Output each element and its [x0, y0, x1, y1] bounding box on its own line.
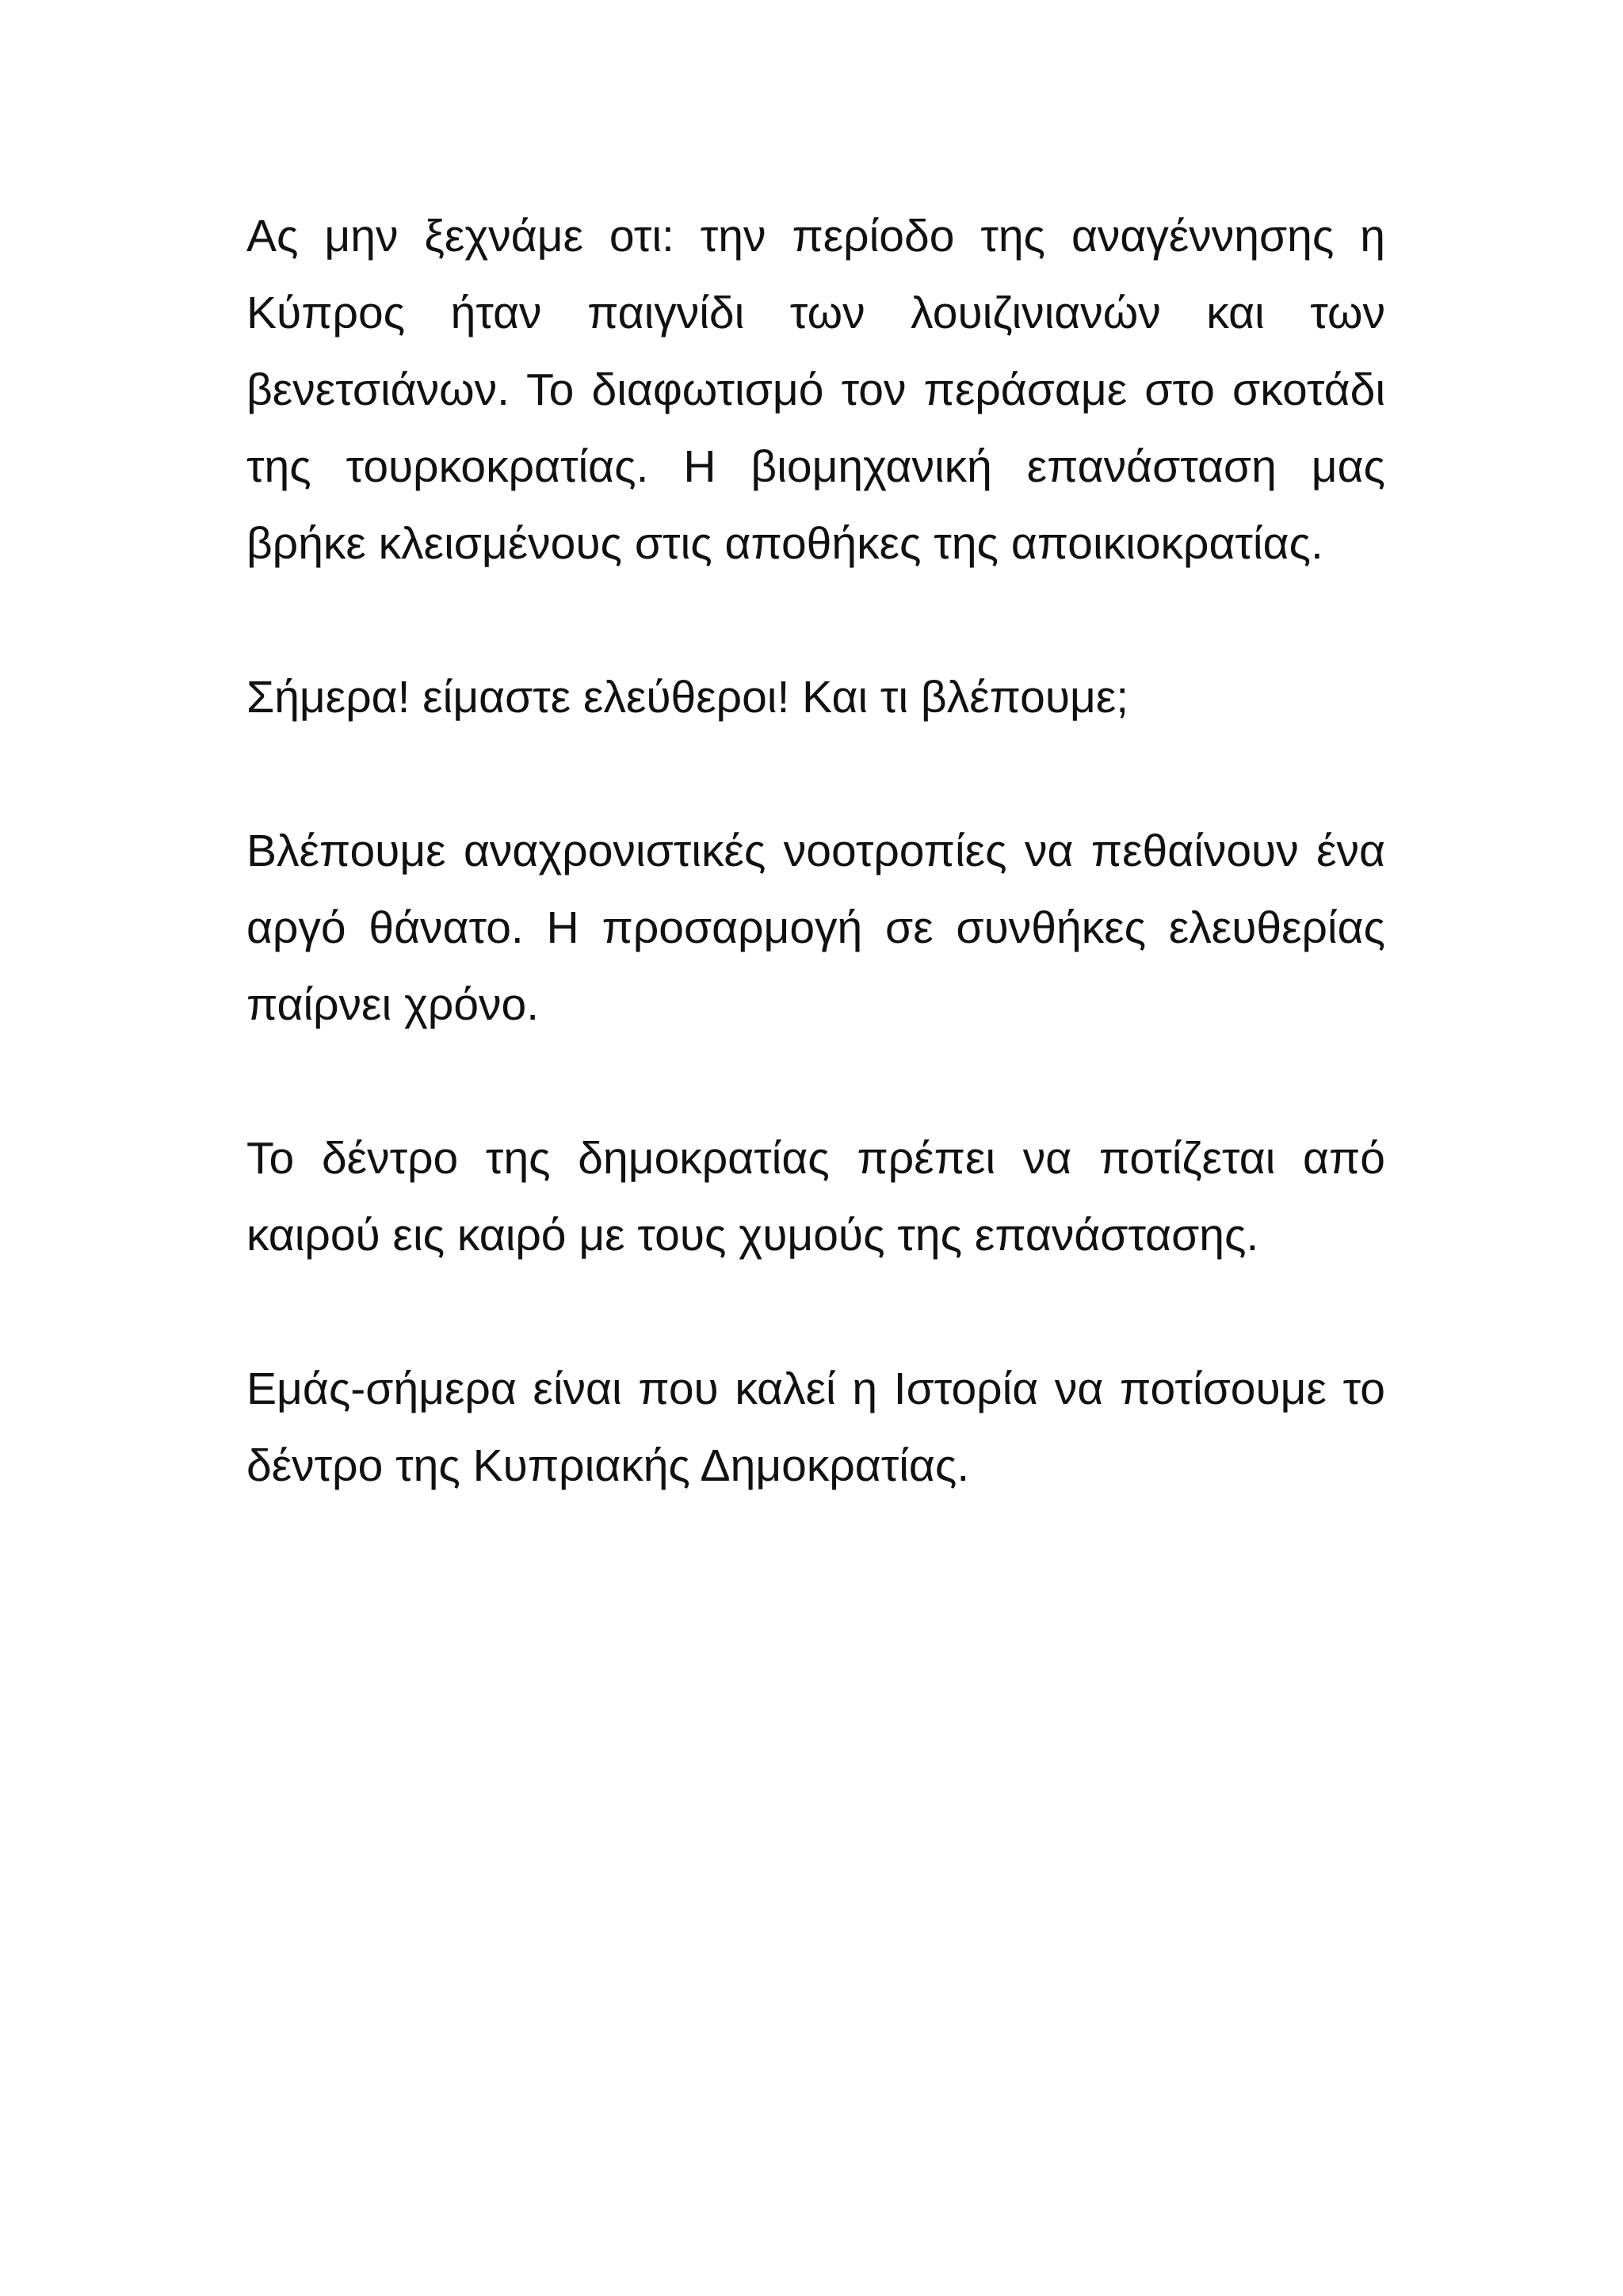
document-body	[246, 198, 1385, 1505]
paragraph-5: Εμάς-σήμερα είναι που καλεί η Ιστορία να ποτίσουμε το δέντρο της Κυπριακής Δημοκρατίας.	[246, 1363, 1385, 1491]
paragraph-4: Το δέντρο της δημοκρατίας πρέπει να ποτίζεται από καιρού εις καιρό με τους χυμούς της επανάστασης.	[246, 1133, 1385, 1261]
paragraph-1: Ας μην ξεχνάμε οτι: την περίοδο της αναγέννησης η Κύπρος ήταν παιγνίδι των λουιζινιανών και των βενετσιάνων. Το διαφωτισμό τον περάσαμε στο σκοτάδι της τουρκοκρατίας. Η βιομηχανική επανάσταση μας βρήκε κλεισμένους στις αποθήκες της αποικιοκρατίας.	[246, 211, 1385, 569]
paragraph-3: Βλέπουμε αναχρονιστικές νοοτροπίες να πεθαίνουν ένα αργό θάνατο. Η προσαρμογή σε συνθήκες ελευθερίας παίρνει χρόνο.	[246, 826, 1385, 1030]
paragraph-2: Σήμερα! είμαστε ελεύθεροι! Και τι βλέπουμε;	[246, 672, 1129, 723]
